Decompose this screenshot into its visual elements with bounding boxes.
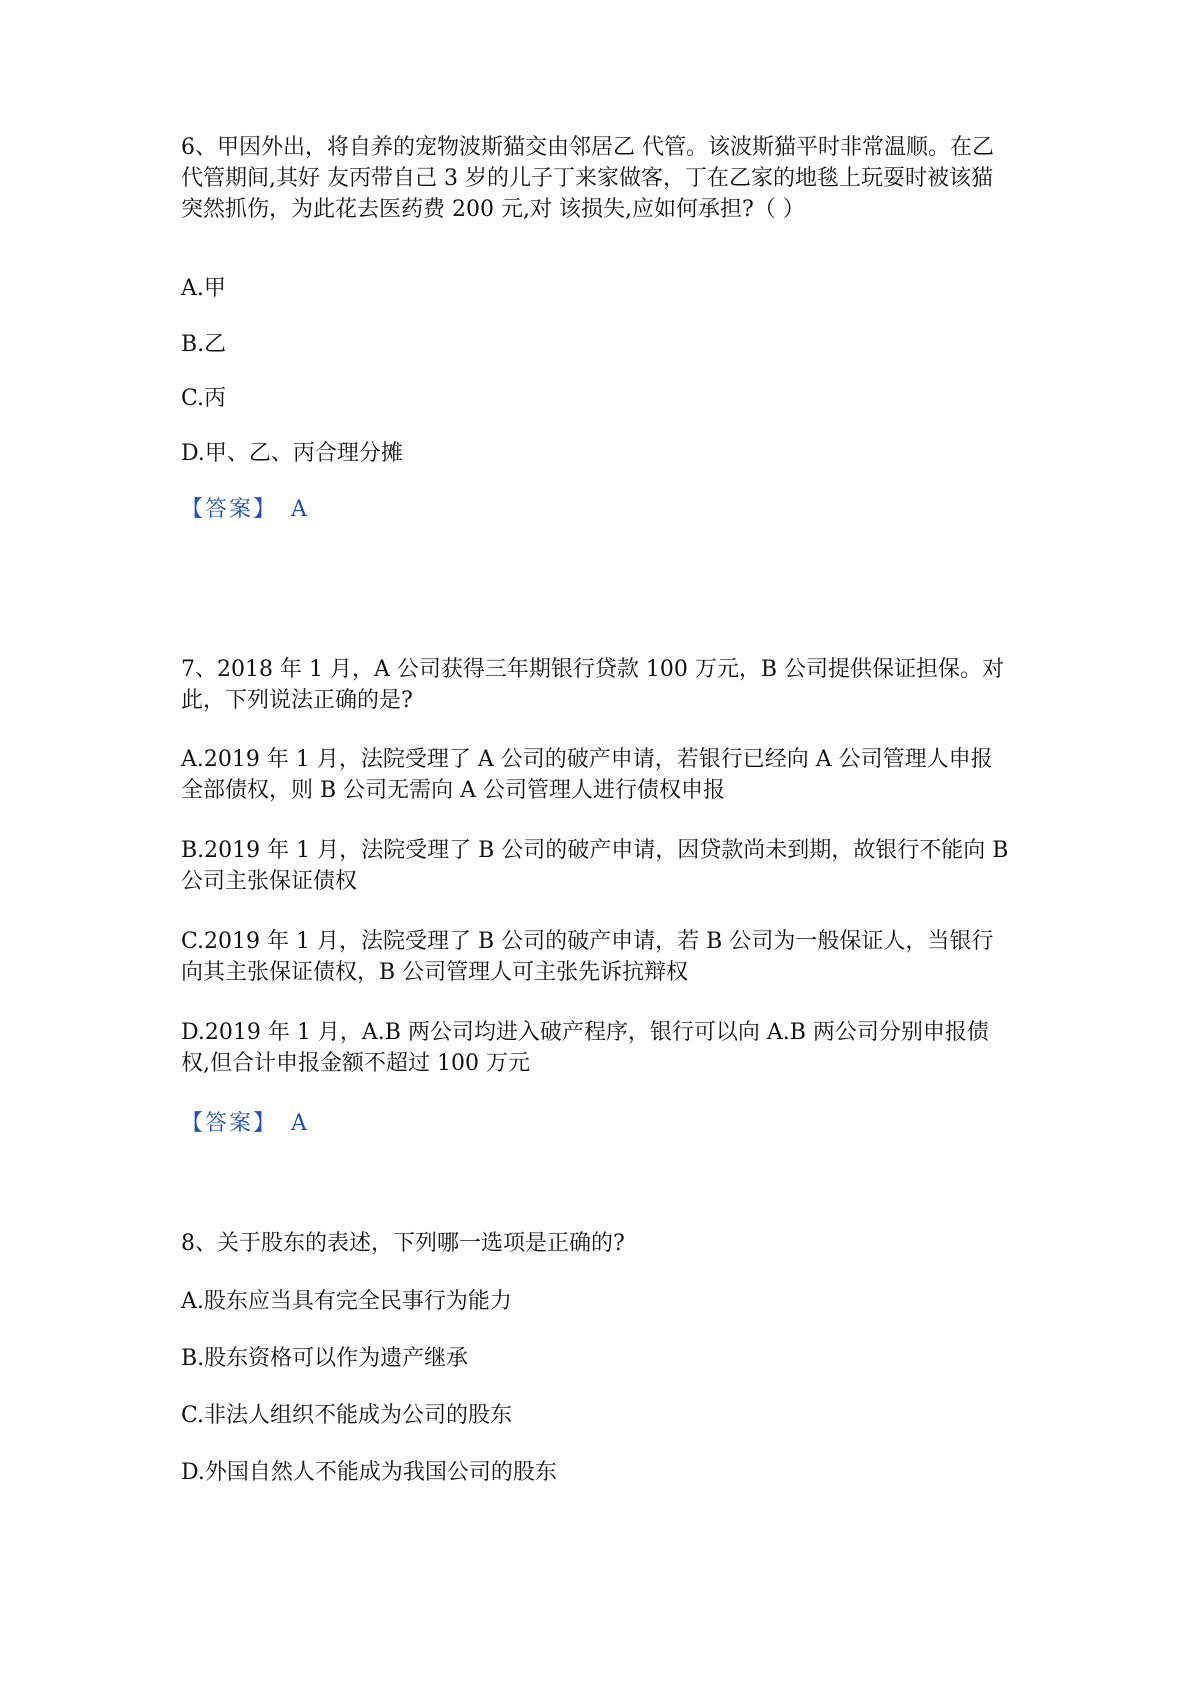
question-8 xyxy=(181,1228,1011,1485)
question-7 xyxy=(181,654,1016,1136)
question-stem: 7、2018 年 1 月，A 公司获得三年期银行贷款 100 万元，B 公司提供保证担保。对此，下列说法正确的是? xyxy=(181,657,1004,713)
option-c: C.非法人组织不能成为公司的股东 xyxy=(181,1403,513,1428)
option-b: B.乙 xyxy=(181,332,227,357)
option-c: C.丙 xyxy=(181,386,227,411)
option-d: D.外国自然人不能成为我国公司的股东 xyxy=(181,1460,557,1485)
answer-value: A xyxy=(291,497,307,522)
question-6 xyxy=(181,132,1011,522)
answer-line xyxy=(181,494,307,525)
answer-label: 【答案】 xyxy=(181,497,278,522)
option-a: A.甲 xyxy=(181,276,226,301)
question-stem: 8、关于股东的表述，下列哪一选项是正确的? xyxy=(181,1231,625,1256)
option-b: B.2019 年 1 月，法院受理了 B 公司的破产申请，因贷款尚未到期，故银行不能向 B 公司主张保证债权 xyxy=(181,838,1016,894)
option-a: A.股东应当具有完全民事行为能力 xyxy=(181,1289,512,1314)
question-stem: 6、甲因外出，将自养的宠物波斯猫交由邻居乙 代管。该波斯猫平时非常温顺。在乙代管期间,其好 友丙带自己 3 岁的儿子丁来家做客，丁在乙家的地毯上玩耍时被该猫突然抓伤，为此花去医药费 200 元,对 该损失,应如何承担?（ ） xyxy=(181,135,994,222)
option-c: C.2019 年 1 月，法院受理了 B 公司的破产申请，若 B 公司为一般保证人，当银行向其主张保证债权，B 公司管理人可主张先诉抗辩权 xyxy=(181,929,994,985)
option-d: D.2019 年 1 月，A.B 两公司均进入破产程序，银行可以向 A.B 两公司分别申报债权,但合计申报金额不超过 100 万元 xyxy=(181,1020,989,1076)
answer-line xyxy=(181,1108,307,1139)
answer-label: 【答案】 xyxy=(181,1111,278,1136)
option-d: D.甲、乙、丙合理分摊 xyxy=(181,441,403,466)
option-a: A.2019 年 1 月，法院受理了 A 公司的破产申请，若银行已经向 A 公司管理人申报全部债权，则 B 公司无需向 A 公司管理人进行债权申报 xyxy=(181,747,993,803)
answer-value: A xyxy=(291,1111,307,1136)
option-b: B.股东资格可以作为遗产继承 xyxy=(181,1346,469,1371)
